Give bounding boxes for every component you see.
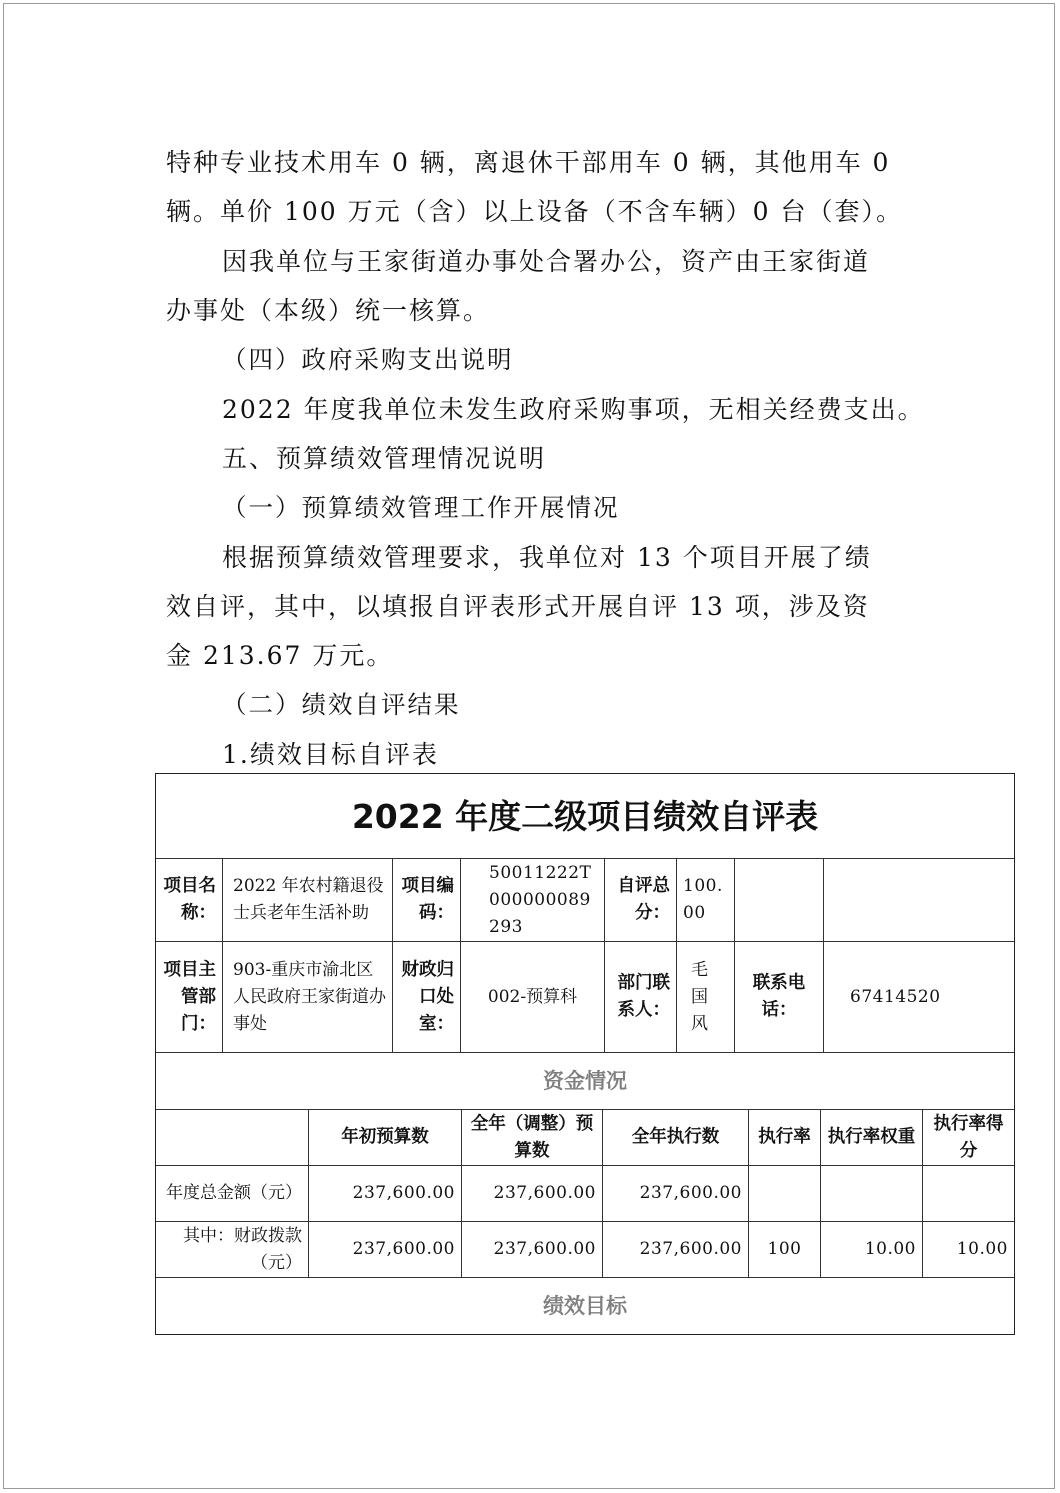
contact-value: 毛国风 (676, 942, 734, 1052)
col-exec-rate: 执行率 (748, 1110, 820, 1165)
heading-goal-table: 1.绩效目标自评表 (222, 740, 439, 769)
table-row-project (156, 858, 1014, 941)
row1-adjusted: 237,600.00 (461, 1166, 602, 1221)
row-label-total: 年度总金额（元） (166, 1183, 302, 1203)
row2-executed: 237,600.00 (602, 1222, 748, 1277)
header-blank (156, 1110, 308, 1165)
row2-initial: 237,600.00 (308, 1222, 461, 1277)
funds-band-row (156, 1052, 1014, 1109)
row1-weight (820, 1166, 922, 1221)
empty-cell (823, 859, 1014, 941)
table-title-row (156, 774, 1014, 858)
project-name-label: 项目名称： (163, 876, 216, 923)
funds-header-row (156, 1109, 1014, 1165)
table-title: 2022 年度二级项目绩效自评表 (351, 796, 819, 836)
self-evaluation-table (155, 773, 1015, 1335)
row2-weight: 10.00 (820, 1222, 922, 1277)
table-row-department (156, 941, 1014, 1052)
score-label: 自评总分： (604, 859, 676, 941)
heading-self-eval-results: （二）绩效自评结果 (222, 690, 461, 719)
table-row (156, 1165, 1014, 1221)
paragraph-assets-line1: 因我单位与王家街道办事处合署办公，资产由王家街道 (222, 247, 871, 276)
phone-value: 67414520 (823, 942, 1014, 1052)
col-initial-budget: 年初预算数 (308, 1110, 461, 1165)
row2-rate: 100 (748, 1222, 820, 1277)
paragraph-self-eval-line1: 根据预算绩效管理要求，我单位对 13 个项目开展了绩 (222, 543, 872, 572)
funds-band: 资金情况 (543, 1068, 627, 1093)
contact-label: 部门联系人： (604, 942, 676, 1052)
col-executed: 全年执行数 (602, 1110, 748, 1165)
empty-cell (734, 859, 823, 941)
project-code-label: 项目编码： (392, 859, 460, 941)
paragraph-vehicles-line1: 特种专业技术用车 0 辆，离退休干部用车 0 辆，其他用车 0 (166, 148, 891, 177)
col-rate-weight: 执行率权重 (820, 1110, 922, 1165)
finance-office-label: 财政归口处室： (392, 942, 460, 1052)
col-adjusted-budget: 全年（调整）预算数 (461, 1110, 602, 1165)
paragraph-self-eval-line2: 效自评，其中，以填报自评表形式开展自评 13 项，涉及资 (166, 592, 870, 621)
project-code-value: 50011222T000000089293 (460, 859, 604, 941)
row1-executed: 237,600.00 (602, 1166, 748, 1221)
project-name-value: 2022 年农村籍退役士兵老年生活补助 (222, 859, 392, 941)
heading-performance-work: （一）预算绩效管理工作开展情况 (222, 493, 620, 522)
dept-label: 项目主管部门： (163, 959, 216, 1034)
paragraph-self-eval-line3: 金 213.67 万元。 (166, 641, 394, 670)
col-rate-score: 执行率得分 (922, 1110, 1014, 1165)
phone-label: 联系电话： (734, 942, 823, 1052)
paragraph-vehicles-line2: 辆。单价 100 万元（含）以上设备（不含车辆）0 台（套）。 (166, 197, 903, 226)
heading-performance: 五、预算绩效管理情况说明 (222, 444, 547, 473)
score-value: 100.00 (676, 859, 734, 941)
paragraph-procurement: 2022 年度我单位未发生政府采购事项，无相关经费支出。 (222, 395, 925, 424)
dept-value: 903-重庆市渝北区人民政府王家街道办事处 (222, 942, 392, 1052)
goals-band: 绩效目标 (543, 1293, 627, 1318)
paragraph-assets-line2: 办事处（本级）统一核算。 (166, 296, 491, 325)
row2-score: 10.00 (922, 1222, 1014, 1277)
row1-rate (748, 1166, 820, 1221)
row-label-fiscal: 其中：财政拨款（元） (183, 1225, 302, 1273)
table-row (156, 1221, 1014, 1277)
heading-procurement: （四）政府采购支出说明 (222, 345, 514, 374)
finance-office-value: 002-预算科 (460, 942, 604, 1052)
row1-score (922, 1166, 1014, 1221)
goals-band-row (156, 1277, 1014, 1334)
row1-initial: 237,600.00 (308, 1166, 461, 1221)
row2-adjusted: 237,600.00 (461, 1222, 602, 1277)
